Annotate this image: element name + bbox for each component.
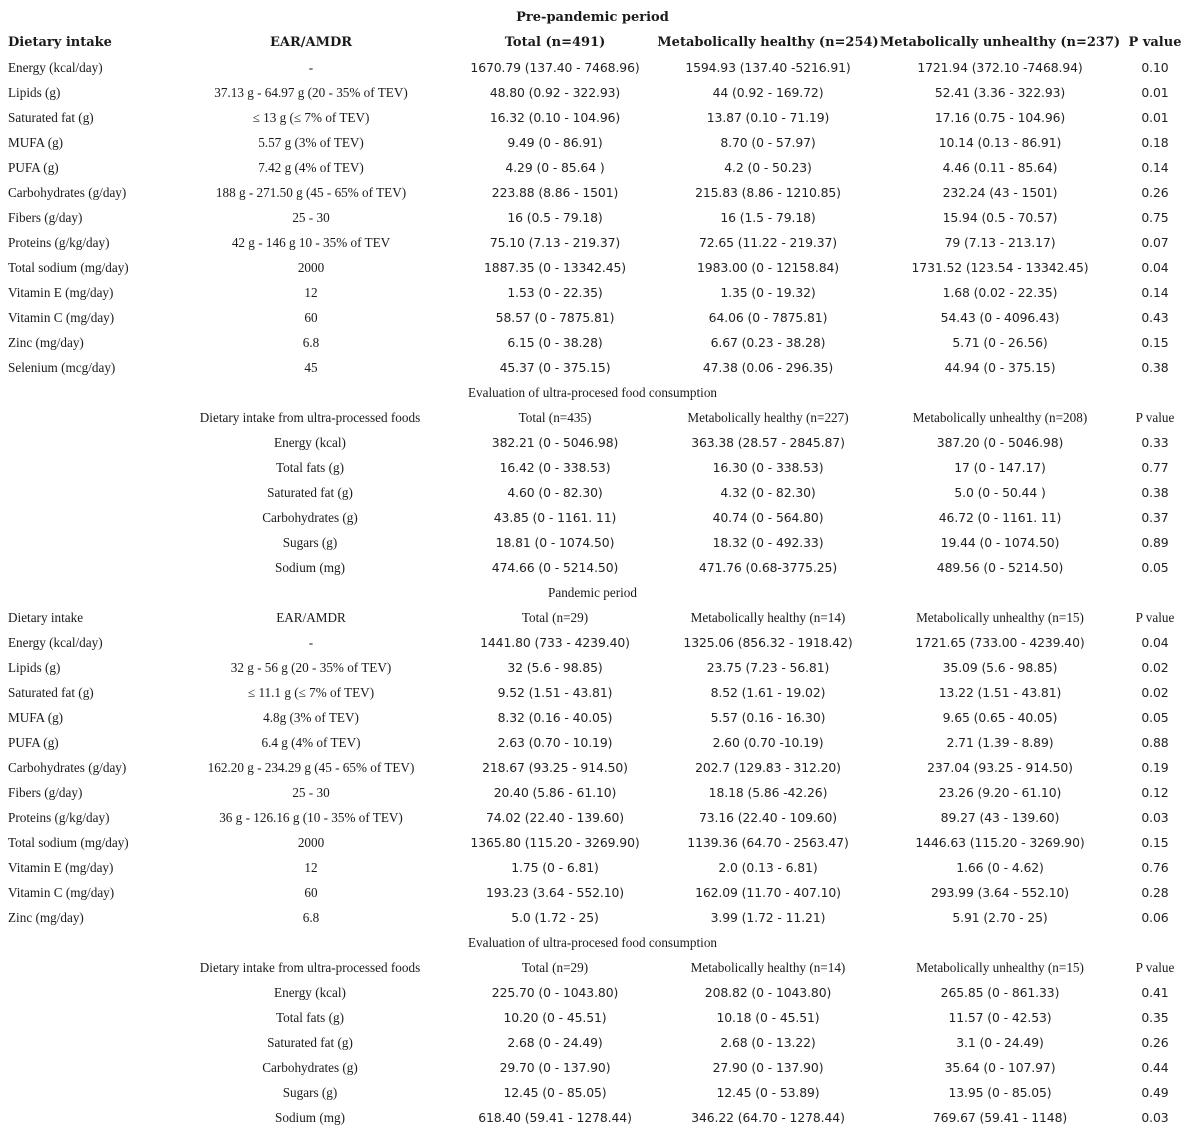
p-value: 0.88	[1141, 735, 1169, 750]
total: 48.80 (0.92 - 322.93)	[489, 85, 621, 100]
ear-amdr: 6.8	[302, 910, 320, 925]
intake-label: PUFA (g)	[8, 160, 59, 175]
upf-row	[0, 480, 1185, 505]
section-title	[0, 5, 1185, 30]
ear-amdr: 4.8g (3% of TEV)	[263, 710, 359, 725]
table-row	[0, 655, 1185, 680]
upf-healthy: 2.68 (0 - 13.22)	[720, 1035, 816, 1050]
upf-header-row	[0, 955, 1185, 980]
healthy: 1.35 (0 - 19.32)	[720, 285, 816, 300]
unhealthy: 13.22 (1.51 - 43.81)	[938, 685, 1062, 700]
table-row	[0, 230, 1185, 255]
upf-header-intake-label: Dietary intake from ultra-processed foods	[199, 410, 421, 425]
header-unhealthy: Metabolically unhealthy (n=237)	[879, 35, 1121, 50]
upf-healthy: 40.74 (0 - 564.80)	[712, 510, 824, 525]
unhealthy: 15.94 (0.5 - 70.57)	[942, 210, 1058, 225]
upf-total: 382.21 (0 - 5046.98)	[491, 435, 619, 450]
upf-header-row	[0, 405, 1185, 430]
upf-healthy: 471.76 (0.68-3775.25)	[698, 560, 838, 575]
upf-section-title: Evaluation of ultra-procesed food consumption	[467, 385, 718, 400]
intake-label: Selenium (mcg/day)	[8, 360, 116, 375]
intake-label: Zinc (mg/day)	[8, 910, 84, 925]
healthy: 215.83 (8.86 - 1210.85)	[695, 185, 841, 200]
intake-label: Zinc (mg/day)	[8, 335, 84, 350]
upf-header-total: Total (n=435)	[518, 410, 592, 425]
ear-amdr: 6.4 g (4% of TEV)	[261, 735, 361, 750]
upf-p-value: 0.89	[1141, 535, 1169, 550]
table-row	[0, 805, 1185, 830]
upf-healthy: 12.45 (0 - 53.89)	[716, 1085, 820, 1100]
upf-total: 474.66 (0 - 5214.50)	[491, 560, 619, 575]
intake-label: Vitamin C (mg/day)	[8, 885, 115, 900]
section-title	[0, 580, 1185, 605]
ear-amdr: 25 - 30	[292, 210, 330, 225]
total: 1.75 (0 - 6.81)	[511, 860, 599, 875]
intake-label: Total sodium (mg/day)	[8, 260, 129, 275]
upf-p-value: 0.41	[1141, 985, 1169, 1000]
header-total: Total (n=29)	[521, 610, 589, 625]
p-value: 0.02	[1141, 685, 1169, 700]
upf-row	[0, 1005, 1185, 1030]
upf-header-unhealthy: Metabolically unhealthy (n=15)	[916, 960, 1084, 975]
unhealthy: 17.16 (0.75 - 104.96)	[934, 110, 1066, 125]
upf-header-healthy: Metabolically healthy (n=14)	[690, 960, 846, 975]
header-intake-label: Dietary intake	[8, 610, 84, 625]
total: 74.02 (22.40 - 139.60)	[485, 810, 625, 825]
upf-header-intake-label: Dietary intake from ultra-processed foods	[199, 960, 421, 975]
upf-title	[0, 930, 1185, 955]
total: 6.15 (0 - 38.28)	[507, 335, 603, 350]
intake-label: Lipids (g)	[8, 660, 61, 675]
ear-amdr: 2000	[297, 260, 325, 275]
header-unhealthy: Metabolically unhealthy (n=15)	[916, 610, 1084, 625]
healthy: 4.2 (0 - 50.23)	[724, 160, 812, 175]
intake-label: Saturated fat (g)	[8, 685, 94, 700]
upf-p-value: 0.35	[1141, 1010, 1169, 1025]
p-value: 0.28	[1141, 885, 1169, 900]
table-row	[0, 855, 1185, 880]
ear-amdr: -	[308, 60, 314, 75]
total: 9.52 (1.51 - 43.81)	[497, 685, 613, 700]
upf-total: 2.68 (0 - 24.49)	[507, 1035, 603, 1050]
intake-label: MUFA (g)	[8, 135, 64, 150]
total: 223.88 (8.86 - 1501)	[491, 185, 619, 200]
p-value: 0.14	[1141, 285, 1169, 300]
upf-healthy: 208.82 (0 - 1043.80)	[704, 985, 832, 1000]
unhealthy: 52.41 (3.36 - 322.93)	[934, 85, 1066, 100]
ear-amdr: -	[308, 635, 314, 650]
unhealthy: 23.26 (9.20 - 61.10)	[938, 785, 1062, 800]
healthy: 3.99 (1.72 - 11.21)	[710, 910, 826, 925]
table-row	[0, 355, 1185, 380]
table-row	[0, 680, 1185, 705]
healthy: 23.75 (7.23 - 56.81)	[706, 660, 830, 675]
p-value: 0.38	[1141, 360, 1169, 375]
upf-total: 12.45 (0 - 85.05)	[503, 1085, 607, 1100]
p-value: 0.18	[1141, 135, 1169, 150]
upf-healthy: 27.90 (0 - 137.90)	[712, 1060, 824, 1075]
upf-p-value: 0.44	[1141, 1060, 1169, 1075]
table-row	[0, 130, 1185, 155]
healthy: 2.0 (0.13 - 6.81)	[718, 860, 818, 875]
ear-amdr: 188 g - 271.50 g (45 - 65% of TEV)	[215, 185, 407, 200]
unhealthy: 89.27 (43 - 139.60)	[940, 810, 1060, 825]
upf-row	[0, 555, 1185, 580]
ear-amdr: 5.57 g (3% of TEV)	[258, 135, 364, 150]
intake-label: Lipids (g)	[8, 85, 61, 100]
ear-amdr: ≤ 13 g (≤ 7% of TEV)	[252, 110, 370, 125]
total: 1670.79 (137.40 - 7468.96)	[470, 60, 640, 75]
upf-total: 18.81 (0 - 1074.50)	[495, 535, 615, 550]
table-row	[0, 880, 1185, 905]
total: 2.63 (0.70 - 10.19)	[497, 735, 613, 750]
healthy: 6.67 (0.23 - 38.28)	[710, 335, 826, 350]
header-row	[0, 605, 1185, 630]
table-row	[0, 55, 1185, 80]
unhealthy: 2.71 (1.39 - 8.89)	[946, 735, 1054, 750]
upf-intake-label: Energy (kcal)	[274, 985, 346, 1000]
p-value: 0.03	[1141, 810, 1169, 825]
p-value: 0.04	[1141, 635, 1169, 650]
ear-amdr: 7.42 g (4% of TEV)	[258, 160, 364, 175]
healthy: 162.09 (11.70 - 407.10)	[695, 885, 841, 900]
unhealthy: 237.04 (93.25 - 914.50)	[927, 760, 1073, 775]
upf-unhealthy: 13.95 (0 - 85.05)	[948, 1085, 1052, 1100]
total: 75.10 (7.13 - 219.37)	[489, 235, 621, 250]
upf-p-value: 0.49	[1141, 1085, 1169, 1100]
upf-total: 43.85 (0 - 1161. 11)	[493, 510, 617, 525]
total: 20.40 (5.86 - 61.10)	[493, 785, 617, 800]
upf-total: 16.42 (0 - 338.53)	[499, 460, 611, 475]
ear-amdr: 45	[304, 360, 318, 375]
ear-amdr: 12	[304, 285, 318, 300]
total: 5.0 (1.72 - 25)	[511, 910, 599, 925]
unhealthy: 1721.65 (733.00 - 4239.40)	[915, 635, 1085, 650]
total: 1887.35 (0 - 13342.45)	[484, 260, 626, 275]
upf-unhealthy: 35.64 (0 - 107.97)	[944, 1060, 1056, 1075]
intake-label: Carbohydrates (g/day)	[8, 185, 127, 200]
upf-header-p-value: P value	[1135, 410, 1175, 425]
header-p-value: P value	[1128, 35, 1182, 50]
intake-label: Energy (kcal/day)	[8, 635, 103, 650]
unhealthy: 79 (7.13 - 213.17)	[944, 235, 1056, 250]
table-row	[0, 105, 1185, 130]
intake-label: Carbohydrates (g/day)	[8, 760, 127, 775]
header-intake-label: Dietary intake	[8, 35, 112, 50]
upf-header-p-value: P value	[1135, 960, 1175, 975]
upf-header-total: Total (n=29)	[521, 960, 589, 975]
p-value: 0.14	[1141, 160, 1169, 175]
upf-row	[0, 1055, 1185, 1080]
upf-row	[0, 505, 1185, 530]
ear-amdr: 162.20 g - 234.29 g (45 - 65% of TEV)	[207, 760, 415, 775]
upf-p-value: 0.03	[1141, 1110, 1169, 1125]
upf-unhealthy: 11.57 (0 - 42.53)	[948, 1010, 1052, 1025]
upf-unhealthy: 19.44 (0 - 1074.50)	[940, 535, 1060, 550]
header-healthy: Metabolically healthy (n=14)	[690, 610, 846, 625]
unhealthy: 54.43 (0 - 4096.43)	[940, 310, 1060, 325]
intake-label: PUFA (g)	[8, 735, 59, 750]
intake-label: Energy (kcal/day)	[8, 60, 103, 75]
p-value: 0.15	[1141, 335, 1169, 350]
table-row	[0, 905, 1185, 930]
healthy: 16 (1.5 - 79.18)	[720, 210, 816, 225]
upf-unhealthy: 387.20 (0 - 5046.98)	[936, 435, 1064, 450]
healthy: 1325.06 (856.32 - 1918.42)	[683, 635, 853, 650]
table-row	[0, 80, 1185, 105]
upf-healthy: 10.18 (0 - 45.51)	[716, 1010, 820, 1025]
upf-intake-label: Saturated fat (g)	[267, 485, 353, 500]
table-row	[0, 780, 1185, 805]
total: 8.32 (0.16 - 40.05)	[497, 710, 613, 725]
table-row	[0, 305, 1185, 330]
p-value: 0.01	[1141, 110, 1169, 125]
healthy: 2.60 (0.70 -10.19)	[712, 735, 824, 750]
upf-healthy: 363.38 (28.57 - 2845.87)	[691, 435, 845, 450]
total: 9.49 (0 - 86.91)	[507, 135, 603, 150]
p-value: 0.43	[1141, 310, 1169, 325]
upf-total: 10.20 (0 - 45.51)	[503, 1010, 607, 1025]
unhealthy: 9.65 (0.65 - 40.05)	[942, 710, 1058, 725]
header-total: Total (n=491)	[504, 35, 606, 50]
upf-unhealthy: 769.67 (59.41 - 1148)	[932, 1110, 1068, 1125]
healthy: 13.87 (0.10 - 71.19)	[706, 110, 830, 125]
intake-label: Vitamin E (mg/day)	[8, 285, 114, 300]
upf-p-value: 0.33	[1141, 435, 1169, 450]
intake-label: Vitamin C (mg/day)	[8, 310, 115, 325]
ear-amdr: 32 g - 56 g (20 - 35% of TEV)	[230, 660, 392, 675]
p-value: 0.10	[1141, 60, 1169, 75]
total: 58.57 (0 - 7875.81)	[495, 310, 615, 325]
upf-p-value: 0.77	[1141, 460, 1169, 475]
total: 16 (0.5 - 79.18)	[507, 210, 603, 225]
upf-intake-label: Sodium (mg)	[275, 560, 345, 575]
upf-healthy: 16.30 (0 - 338.53)	[712, 460, 824, 475]
upf-unhealthy: 46.72 (0 - 1161. 11)	[938, 510, 1062, 525]
upf-total: 225.70 (0 - 1043.80)	[491, 985, 619, 1000]
healthy: 64.06 (0 - 7875.81)	[708, 310, 828, 325]
upf-p-value: 0.38	[1141, 485, 1169, 500]
header-healthy: Metabolically healthy (n=254)	[657, 35, 879, 50]
total: 4.29 (0 - 85.64 )	[505, 160, 605, 175]
intake-label: Fibers (g/day)	[8, 785, 83, 800]
p-value: 0.15	[1141, 835, 1169, 850]
header-p-value: P value	[1135, 610, 1175, 625]
ear-amdr: ≤ 11.1 g (≤ 7% of TEV)	[247, 685, 375, 700]
p-value: 0.02	[1141, 660, 1169, 675]
healthy: 72.65 (11.22 - 219.37)	[698, 235, 838, 250]
total: 218.67 (93.25 - 914.50)	[482, 760, 628, 775]
total: 1441.80 (733 - 4239.40)	[480, 635, 630, 650]
upf-row	[0, 1080, 1185, 1105]
p-value: 0.07	[1141, 235, 1169, 250]
unhealthy: 10.14 (0.13 - 86.91)	[938, 135, 1062, 150]
upf-unhealthy: 17 (0 - 147.17)	[954, 460, 1046, 475]
upf-row	[0, 980, 1185, 1005]
intake-label: MUFA (g)	[8, 710, 64, 725]
ear-amdr: 2000	[297, 835, 325, 850]
p-value: 0.26	[1141, 185, 1169, 200]
total: 1365.80 (115.20 - 3269.90)	[470, 835, 640, 850]
unhealthy: 1.66 (0 - 4.62)	[956, 860, 1044, 875]
healthy: 8.52 (1.61 - 19.02)	[710, 685, 826, 700]
upf-header-unhealthy: Metabolically unhealthy (n=208)	[912, 410, 1088, 425]
ear-amdr: 36 g - 126.16 g (10 - 35% of TEV)	[219, 810, 403, 825]
upf-unhealthy: 489.56 (0 - 5214.50)	[936, 560, 1064, 575]
upf-p-value: 0.26	[1141, 1035, 1169, 1050]
table-row	[0, 280, 1185, 305]
upf-row	[0, 1030, 1185, 1055]
upf-healthy: 346.22 (64.70 - 1278.44)	[691, 1110, 845, 1125]
section-title: Pandemic period	[548, 585, 637, 600]
upf-intake-label: Carbohydrates (g)	[262, 510, 358, 525]
total: 32 (5.6 - 98.85)	[507, 660, 603, 675]
header-ear-amdr: EAR/AMDR	[269, 35, 353, 50]
healthy: 8.70 (0 - 57.97)	[720, 135, 816, 150]
healthy: 5.57 (0.16 - 16.30)	[710, 710, 826, 725]
upf-section-title: Evaluation of ultra-procesed food consumption	[467, 935, 718, 950]
upf-total: 4.60 (0 - 82.30)	[507, 485, 603, 500]
total: 45.37 (0 - 375.15)	[499, 360, 611, 375]
upf-unhealthy: 5.0 (0 - 50.44 )	[954, 485, 1046, 500]
unhealthy: 1446.63 (115.20 - 3269.90)	[915, 835, 1085, 850]
healthy: 1594.93 (137.40 -5216.91)	[685, 60, 851, 75]
header-ear-amdr: EAR/AMDR	[276, 610, 346, 625]
table-row	[0, 155, 1185, 180]
p-value: 0.76	[1141, 860, 1169, 875]
upf-p-value: 0.37	[1141, 510, 1169, 525]
p-value: 0.05	[1141, 710, 1169, 725]
upf-healthy: 4.32 (0 - 82.30)	[720, 485, 816, 500]
intake-label: Saturated fat (g)	[8, 110, 94, 125]
healthy: 18.18 (5.86 -42.26)	[708, 785, 828, 800]
ear-amdr: 25 - 30	[292, 785, 330, 800]
unhealthy: 1.68 (0.02 - 22.35)	[942, 285, 1058, 300]
upf-total: 618.40 (59.41 - 1278.44)	[478, 1110, 632, 1125]
p-value: 0.04	[1141, 260, 1169, 275]
unhealthy: 1721.94 (372.10 -7468.94)	[917, 60, 1083, 75]
unhealthy: 293.99 (3.64 - 552.10)	[930, 885, 1070, 900]
upf-row	[0, 1105, 1185, 1130]
upf-intake-label: Sugars (g)	[282, 1085, 338, 1100]
p-value: 0.06	[1141, 910, 1169, 925]
p-value: 0.75	[1141, 210, 1169, 225]
intake-label: Proteins (g/kg/day)	[8, 235, 110, 250]
upf-header-healthy: Metabolically healthy (n=227)	[687, 410, 849, 425]
upf-row	[0, 430, 1185, 455]
ear-amdr: 37.13 g - 64.97 g (20 - 35% of TEV)	[214, 85, 408, 100]
upf-healthy: 18.32 (0 - 492.33)	[712, 535, 824, 550]
upf-unhealthy: 3.1 (0 - 24.49)	[956, 1035, 1044, 1050]
unhealthy: 5.91 (2.70 - 25)	[952, 910, 1048, 925]
upf-intake-label: Sodium (mg)	[275, 1110, 345, 1125]
healthy: 47.38 (0.06 - 296.35)	[702, 360, 834, 375]
ear-amdr: 6.8	[302, 335, 320, 350]
intake-label: Total sodium (mg/day)	[8, 835, 129, 850]
unhealthy: 4.46 (0.11 - 85.64)	[942, 160, 1058, 175]
upf-total: 29.70 (0 - 137.90)	[499, 1060, 611, 1075]
upf-unhealthy: 265.85 (0 - 861.33)	[940, 985, 1060, 1000]
upf-intake-label: Total fats (g)	[276, 460, 344, 475]
healthy: 1983.00 (0 - 12158.84)	[697, 260, 839, 275]
table-row	[0, 730, 1185, 755]
upf-intake-label: Total fats (g)	[276, 1010, 344, 1025]
healthy: 202.7 (129.83 - 312.20)	[695, 760, 841, 775]
unhealthy: 35.09 (5.6 - 98.85)	[942, 660, 1058, 675]
p-value: 0.01	[1141, 85, 1169, 100]
unhealthy: 232.24 (43 - 1501)	[942, 185, 1058, 200]
header-row	[0, 30, 1185, 55]
table-row	[0, 180, 1185, 205]
healthy: 1139.36 (64.70 - 2563.47)	[687, 835, 849, 850]
unhealthy: 1731.52 (123.54 - 13342.45)	[911, 260, 1089, 275]
upf-row	[0, 530, 1185, 555]
upf-intake-label: Energy (kcal)	[274, 435, 346, 450]
ear-amdr: 60	[304, 885, 318, 900]
table-row	[0, 255, 1185, 280]
intake-label: Vitamin E (mg/day)	[8, 860, 114, 875]
healthy: 44 (0.92 - 169.72)	[712, 85, 824, 100]
upf-intake-label: Sugars (g)	[282, 535, 338, 550]
total: 16.32 (0.10 - 104.96)	[489, 110, 621, 125]
upf-row	[0, 455, 1185, 480]
table-row	[0, 630, 1185, 655]
unhealthy: 5.71 (0 - 26.56)	[952, 335, 1048, 350]
upf-title	[0, 380, 1185, 405]
table-row	[0, 205, 1185, 230]
table-row	[0, 830, 1185, 855]
total: 193.23 (3.64 - 552.10)	[485, 885, 625, 900]
p-value: 0.19	[1141, 760, 1169, 775]
intake-label: Fibers (g/day)	[8, 210, 83, 225]
table-row	[0, 705, 1185, 730]
p-value: 0.12	[1141, 785, 1169, 800]
intake-label: Proteins (g/kg/day)	[8, 810, 110, 825]
upf-intake-label: Carbohydrates (g)	[262, 1060, 358, 1075]
ear-amdr: 42 g - 146 g 10 - 35% of TEV	[231, 235, 391, 250]
table-row	[0, 330, 1185, 355]
table-row	[0, 755, 1185, 780]
ear-amdr: 12	[304, 860, 318, 875]
section-title: Pre-pandemic period	[516, 10, 669, 25]
healthy: 73.16 (22.40 - 109.60)	[698, 810, 838, 825]
ear-amdr: 60	[304, 310, 318, 325]
upf-p-value: 0.05	[1141, 560, 1169, 575]
total: 1.53 (0 - 22.35)	[507, 285, 603, 300]
unhealthy: 44.94 (0 - 375.15)	[944, 360, 1056, 375]
upf-intake-label: Saturated fat (g)	[267, 1035, 353, 1050]
